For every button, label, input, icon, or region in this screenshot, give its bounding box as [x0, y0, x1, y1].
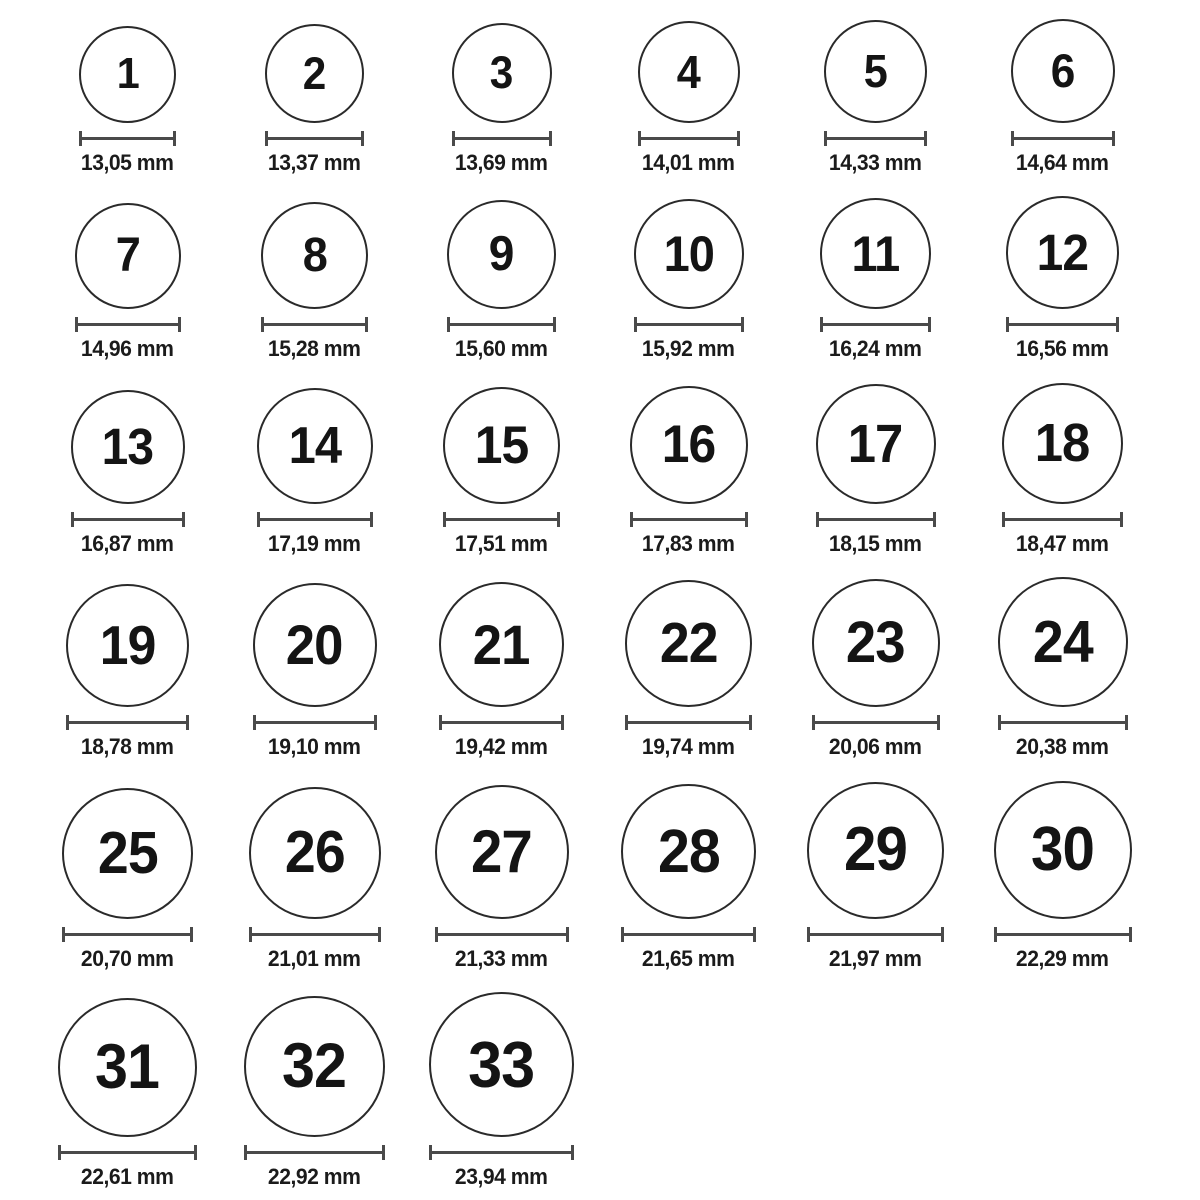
diameter-measure-line: [824, 131, 927, 146]
ring-circle: [1002, 383, 1123, 504]
measure-bar: [994, 933, 1132, 936]
ring-circle: [1011, 19, 1115, 123]
ring-size-number: 33: [468, 1028, 535, 1101]
ring-circle: [58, 998, 197, 1137]
measure-bar: [429, 1151, 574, 1154]
measure-tick-right-icon: [1112, 131, 1115, 146]
ring-size-number: 32: [282, 1031, 347, 1101]
diameter-label: 19,10 mm: [268, 734, 361, 759]
measure-bar: [638, 137, 740, 140]
diameter-label: 14,33 mm: [829, 149, 922, 175]
measure-bar: [1006, 323, 1119, 326]
diameter-label: 21,97 mm: [829, 945, 922, 971]
ring-size-cell: [257, 388, 373, 557]
ring-size-number: 22: [659, 611, 718, 675]
diameter-label: 21,33 mm: [455, 945, 548, 971]
ring-size-cell: [807, 782, 944, 972]
ring-size-cell: [439, 582, 564, 760]
ring-size-cell: [824, 20, 927, 176]
measure-tick-right-icon: [749, 715, 752, 730]
ring-size-cell: [75, 203, 181, 362]
ring-size-number: 15: [474, 415, 529, 475]
diameter-label: 13,69 mm: [455, 149, 548, 175]
measure-bar: [447, 323, 556, 326]
diameter-label: 17,19 mm: [268, 530, 361, 556]
diameter-measure-line: [447, 317, 556, 332]
measure-bar: [998, 721, 1128, 724]
diameter-measure-line: [638, 131, 740, 146]
ring-size-cell: [452, 23, 552, 176]
diameter-label: 19,42 mm: [455, 734, 548, 759]
ring-size-number: 8: [302, 228, 327, 282]
diameter-label: 17,51 mm: [455, 530, 548, 556]
ring-size-number: 26: [284, 819, 345, 885]
measure-tick-right-icon: [924, 131, 927, 146]
ring-circle: [244, 996, 385, 1137]
diameter-label: 20,06 mm: [829, 734, 922, 759]
diameter-label: 13,37 mm: [268, 149, 361, 175]
diameter-measure-line: [429, 1145, 574, 1160]
measure-tick-right-icon: [928, 317, 931, 332]
measure-tick-right-icon: [378, 927, 381, 942]
diameter-measure-line: [1002, 512, 1123, 527]
measure-tick-right-icon: [566, 927, 569, 942]
measure-bar: [66, 721, 189, 724]
measure-tick-right-icon: [374, 715, 377, 730]
diameter-label: 14,64 mm: [1016, 149, 1109, 175]
diameter-measure-line: [625, 715, 752, 730]
ring-circle: [816, 384, 936, 504]
ring-circle: [634, 199, 744, 309]
ring-size-cell: [62, 788, 193, 972]
diameter-measure-line: [634, 317, 744, 332]
ring-size-cell: [71, 390, 185, 557]
measure-bar: [62, 933, 193, 936]
measure-tick-right-icon: [1120, 512, 1123, 527]
measure-tick-right-icon: [737, 131, 740, 146]
ring-circle: [435, 785, 569, 919]
ring-circle: [66, 584, 189, 707]
ring-size-number: 30: [1031, 814, 1094, 884]
measure-tick-right-icon: [933, 512, 936, 527]
ring-circle: [824, 20, 927, 123]
diameter-measure-line: [62, 927, 193, 942]
ring-size-number: 16: [661, 415, 716, 474]
ring-circle: [265, 24, 364, 123]
ring-size-cell: [253, 583, 377, 760]
ring-circle: [998, 577, 1128, 707]
measure-bar: [253, 721, 377, 724]
diameter-measure-line: [435, 927, 569, 942]
diameter-label: 20,38 mm: [1016, 734, 1109, 759]
diameter-measure-line: [58, 1145, 197, 1160]
diameter-label: 18,78 mm: [81, 734, 174, 759]
diameter-measure-line: [265, 131, 364, 146]
ring-size-number: 18: [1035, 413, 1090, 473]
measure-bar: [824, 137, 927, 140]
ring-size-cell: [244, 996, 385, 1190]
diameter-measure-line: [812, 715, 940, 730]
measure-bar: [257, 518, 373, 521]
ring-size-cell: [812, 579, 940, 760]
measure-tick-right-icon: [365, 317, 368, 332]
ring-size-number: 17: [848, 413, 903, 474]
ring-size-cell: [1011, 19, 1115, 176]
measure-bar: [807, 933, 944, 936]
diameter-measure-line: [452, 131, 552, 146]
diameter-measure-line: [75, 317, 181, 332]
measure-tick-right-icon: [1129, 927, 1132, 942]
diameter-measure-line: [71, 512, 185, 527]
diameter-label: 13,05 mm: [81, 149, 174, 175]
ring-size-number: 2: [303, 47, 326, 99]
ring-circle: [1006, 196, 1119, 309]
ring-circle: [447, 200, 556, 309]
ring-circle: [452, 23, 552, 123]
ring-size-cell: [994, 781, 1132, 972]
ring-size-cell: [621, 784, 756, 972]
diameter-label: 17,83 mm: [642, 530, 735, 556]
measure-tick-right-icon: [561, 715, 564, 730]
measure-tick-right-icon: [182, 512, 185, 527]
diameter-label: 14,96 mm: [81, 336, 174, 361]
measure-tick-right-icon: [370, 512, 373, 527]
diameter-label: 21,01 mm: [268, 945, 361, 971]
measure-tick-right-icon: [194, 1145, 197, 1160]
ring-size-number: 1: [116, 49, 139, 98]
ring-circle: [75, 203, 181, 309]
measure-tick-right-icon: [753, 927, 756, 942]
ring-size-number: 28: [657, 816, 720, 885]
ring-size-number: 19: [99, 614, 156, 676]
diameter-label: 14,01 mm: [642, 149, 735, 175]
ring-size-cell: [816, 384, 936, 557]
ring-circle: [62, 788, 193, 919]
ring-size-cell: [1006, 196, 1119, 362]
diameter-measure-line: [66, 715, 189, 730]
diameter-measure-line: [820, 317, 931, 332]
ring-circle: [812, 579, 940, 707]
ring-size-number: 9: [489, 227, 514, 281]
measure-tick-right-icon: [553, 317, 556, 332]
ring-size-number: 31: [95, 1032, 160, 1102]
ring-size-number: 11: [851, 225, 900, 282]
ring-size-cell: [447, 200, 556, 362]
ring-size-number: 7: [115, 229, 140, 282]
diameter-label: 19,74 mm: [642, 734, 735, 759]
diameter-label: 18,15 mm: [829, 530, 922, 556]
ring-size-cell: [443, 387, 560, 557]
ring-size-cell: [79, 26, 176, 176]
ring-circle: [79, 26, 176, 123]
measure-bar: [621, 933, 756, 936]
diameter-label: 15,60 mm: [455, 336, 548, 361]
diameter-label: 16,87 mm: [81, 530, 174, 556]
ring-size-cell: [638, 21, 740, 176]
diameter-measure-line: [257, 512, 373, 527]
diameter-measure-line: [439, 715, 564, 730]
ring-circle: [439, 582, 564, 707]
diameter-label: 22,29 mm: [1016, 945, 1109, 971]
diameter-measure-line: [998, 715, 1128, 730]
diameter-measure-line: [1006, 317, 1119, 332]
ring-size-cell: [998, 577, 1128, 760]
diameter-measure-line: [816, 512, 936, 527]
ring-size-number: 12: [1036, 224, 1089, 281]
measure-bar: [812, 721, 940, 724]
measure-bar: [439, 721, 564, 724]
measure-tick-right-icon: [557, 512, 560, 527]
ring-size-number: 6: [1050, 44, 1075, 97]
diameter-measure-line: [994, 927, 1132, 942]
ring-circle: [249, 787, 381, 919]
measure-bar: [625, 721, 752, 724]
measure-bar: [249, 933, 381, 936]
measure-tick-right-icon: [361, 131, 364, 146]
diameter-label: 16,24 mm: [829, 336, 922, 361]
measure-bar: [1011, 137, 1115, 140]
ring-circle: [820, 198, 931, 309]
ring-circle: [71, 390, 185, 504]
ring-size-cell: [820, 198, 931, 362]
ring-circle: [443, 387, 560, 504]
ring-circle: [261, 202, 368, 309]
measure-tick-right-icon: [745, 512, 748, 527]
ring-size-number: 14: [288, 416, 341, 475]
measure-bar: [244, 1151, 385, 1154]
ring-size-cell: [1002, 383, 1123, 557]
ring-size-cell: [429, 992, 574, 1190]
ring-size-cell: [58, 998, 197, 1190]
ring-size-cell: [249, 787, 381, 972]
ring-size-number: 10: [663, 226, 714, 282]
measure-bar: [261, 323, 368, 326]
ring-size-cell: [634, 199, 744, 362]
ring-size-number: 24: [1032, 608, 1093, 675]
ring-size-number: 23: [846, 610, 905, 675]
ring-circle: [429, 992, 574, 1137]
diameter-measure-line: [443, 512, 560, 527]
measure-tick-right-icon: [741, 317, 744, 332]
diameter-label: 15,92 mm: [642, 336, 735, 361]
ring-size-cell: [630, 386, 748, 557]
measure-tick-right-icon: [941, 927, 944, 942]
ring-circle: [257, 388, 373, 504]
ring-circle: [630, 386, 748, 504]
ring-circle: [253, 583, 377, 707]
measure-bar: [75, 323, 181, 326]
ring-circle: [994, 781, 1132, 919]
diameter-label: 23,94 mm: [455, 1164, 548, 1189]
measure-bar: [443, 518, 560, 521]
diameter-measure-line: [79, 131, 176, 146]
ring-size-cell: [261, 202, 368, 362]
ring-size-number: 21: [473, 612, 530, 676]
measure-tick-right-icon: [937, 715, 940, 730]
measure-bar: [634, 323, 744, 326]
diameter-measure-line: [244, 1145, 385, 1160]
ring-size-cell: [265, 24, 364, 176]
diameter-measure-line: [621, 927, 756, 942]
diameter-label: 21,65 mm: [642, 945, 735, 971]
diameter-label: 15,28 mm: [268, 336, 361, 361]
diameter-label: 18,47 mm: [1016, 530, 1109, 556]
ring-size-number: 27: [471, 817, 532, 885]
measure-tick-right-icon: [382, 1145, 385, 1160]
measure-bar: [79, 137, 176, 140]
measure-tick-right-icon: [571, 1145, 574, 1160]
ring-size-number: 4: [676, 45, 701, 98]
measure-tick-right-icon: [178, 317, 181, 332]
measure-bar: [630, 518, 748, 521]
diameter-measure-line: [807, 927, 944, 942]
measure-bar: [820, 323, 931, 326]
ring-size-number: 3: [490, 47, 513, 98]
ring-size-cell: [625, 580, 752, 760]
ring-circle: [621, 784, 756, 919]
ring-size-cell: [435, 785, 569, 972]
ring-size-number: 29: [844, 815, 907, 884]
diameter-label: 16,56 mm: [1016, 336, 1109, 361]
diameter-measure-line: [249, 927, 381, 942]
diameter-label: 20,70 mm: [81, 945, 174, 971]
ring-circle: [807, 782, 944, 919]
ring-size-cell: [66, 584, 189, 760]
ring-size-number: 5: [863, 45, 888, 97]
measure-tick-right-icon: [1125, 715, 1128, 730]
measure-bar: [816, 518, 936, 521]
measure-tick-right-icon: [190, 927, 193, 942]
measure-bar: [452, 137, 552, 140]
measure-bar: [265, 137, 364, 140]
measure-bar: [1002, 518, 1123, 521]
measure-bar: [71, 518, 185, 521]
diameter-measure-line: [630, 512, 748, 527]
diameter-measure-line: [261, 317, 368, 332]
ring-size-number: 25: [97, 819, 158, 886]
ring-circle: [638, 21, 740, 123]
measure-tick-right-icon: [549, 131, 552, 146]
ring-size-number: 20: [286, 613, 343, 676]
measure-tick-right-icon: [173, 131, 176, 146]
diameter-label: 22,92 mm: [268, 1164, 361, 1189]
ring-circle: [625, 580, 752, 707]
measure-bar: [58, 1151, 197, 1154]
ring-size-number: 13: [101, 418, 154, 475]
measure-tick-right-icon: [186, 715, 189, 730]
diameter-measure-line: [1011, 131, 1115, 146]
measure-bar: [435, 933, 569, 936]
diameter-label: 22,61 mm: [81, 1164, 174, 1189]
measure-tick-right-icon: [1116, 317, 1119, 332]
diameter-measure-line: [253, 715, 377, 730]
